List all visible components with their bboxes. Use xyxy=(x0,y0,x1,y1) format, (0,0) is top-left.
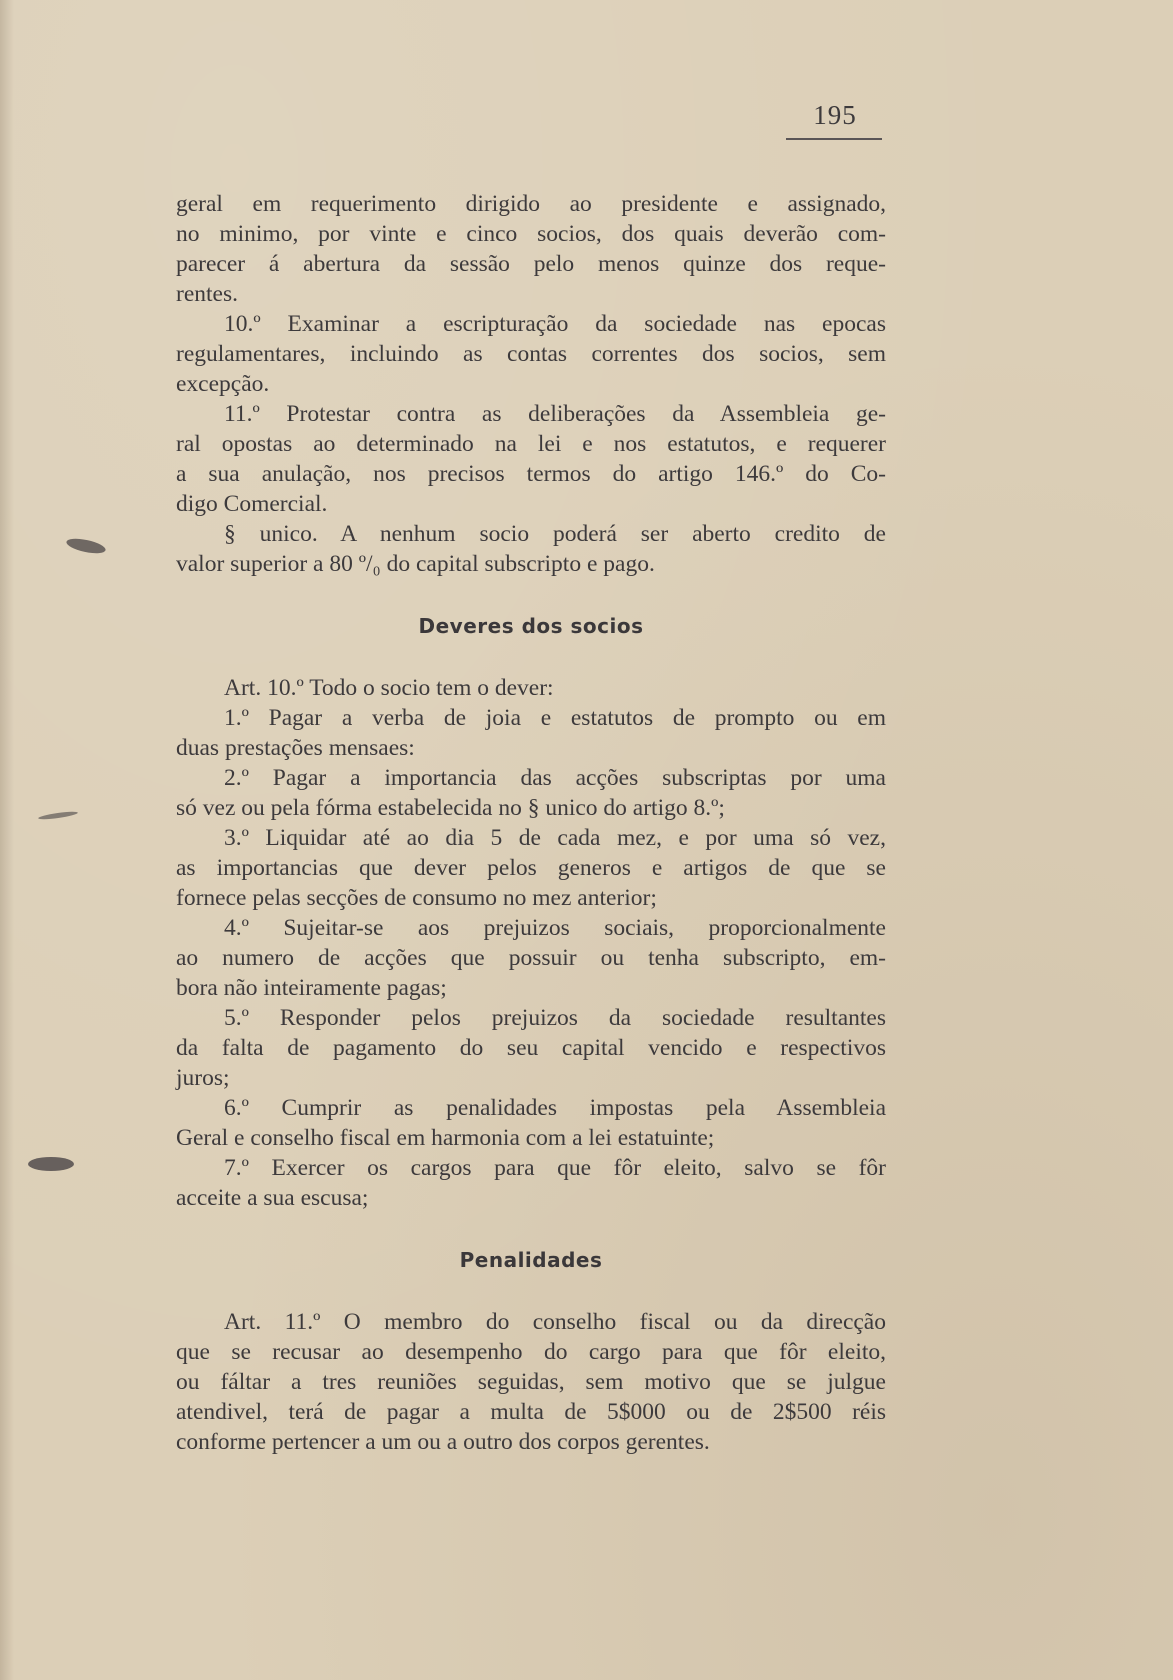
text-line: 2.º Pagar a importancia das acções subscriptas por uma xyxy=(224,765,886,791)
section-heading-penalidades: Penalidades xyxy=(459,1248,603,1272)
text-line: conforme pertencer a um ou a outro dos corpos gerentes. xyxy=(176,1429,710,1455)
text-line: valor superior a 80 º/₀ do capital subscripto e pago. xyxy=(176,551,655,577)
paragraph xyxy=(176,309,886,399)
paragraph xyxy=(176,703,886,763)
text-line: ou fáltar a tres reuniões seguidas, sem motivo que se julgue xyxy=(176,1369,886,1395)
paragraph xyxy=(176,1003,886,1093)
paragraph xyxy=(176,399,886,519)
paragraph xyxy=(176,189,886,309)
paragraph xyxy=(176,519,886,579)
text-line: Art. 10.º Todo o socio tem o dever: xyxy=(224,675,554,701)
text-line: bora não inteiramente pagas; xyxy=(176,975,447,1001)
text-line: ao numero de acções que possuir ou tenha subscripto, em- xyxy=(176,945,886,971)
text-line: 11.º Protestar contra as deliberações da Assembleia ge- xyxy=(224,401,886,427)
text-line: só vez ou pela fórma estabelecida no § unico do artigo 8.º; xyxy=(176,795,725,821)
text-line: 6.º Cumprir as penalidades impostas pela Assembleia xyxy=(224,1095,886,1121)
text-line: 7.º Exercer os cargos para que fôr eleito, salvo se fôr xyxy=(224,1155,886,1181)
text-line: a sua anulação, nos precisos termos do artigo 146.º do Co- xyxy=(176,461,886,487)
text-line: 1.º Pagar a verba de joia e estatutos de prompto ou em xyxy=(224,705,886,731)
punch-mark-middle xyxy=(38,810,78,821)
section-heading-deveres: Deveres dos socios xyxy=(418,614,644,638)
text-line: que se recusar ao desempenho do cargo para que fôr eleito, xyxy=(176,1339,886,1365)
paragraph xyxy=(176,1153,886,1213)
text-line: fornece pelas secções de consumo no mez anterior; xyxy=(176,885,657,911)
text-line: digo Comercial. xyxy=(176,491,328,517)
penalidades-paragraphs xyxy=(176,1307,886,1457)
text-line: geral em requerimento dirigido ao presidente e assignado, xyxy=(176,191,886,217)
paragraph xyxy=(176,673,886,703)
text-line: regulamentares, incluindo as contas correntes dos socios, sem xyxy=(176,341,886,367)
punch-mark-top xyxy=(65,536,107,556)
paragraph xyxy=(176,763,886,823)
text-line: Geral e conselho fiscal em harmonia com a lei estatuinte; xyxy=(176,1125,715,1151)
text-line: ral opostas ao determinado na lei e nos estatutos, e requerer xyxy=(176,431,886,457)
text-line: no minimo, por vinte e cinco socios, dos quais deverão com- xyxy=(176,221,886,247)
text-line: da falta de pagamento do seu capital vencido e respectivos xyxy=(176,1035,886,1061)
paragraph xyxy=(176,913,886,1003)
paragraph xyxy=(176,823,886,913)
intro-paragraphs xyxy=(176,189,886,579)
body-text xyxy=(176,189,886,1457)
binding-shadow xyxy=(0,0,14,1680)
text-line: 10.º Examinar a escripturação da sociedade nas epocas xyxy=(224,311,886,337)
page-number-rule xyxy=(786,138,882,140)
paragraph xyxy=(176,1093,886,1153)
deveres-paragraphs xyxy=(176,673,886,1213)
text-line: as importancias que dever pelos generos e artigos de que se xyxy=(176,855,886,881)
text-line: excepção. xyxy=(176,371,270,397)
punch-mark-bottom xyxy=(28,1157,74,1171)
text-line: parecer á abertura da sessão pelo menos quinze dos reque- xyxy=(176,251,886,277)
text-line: Art. 11.º O membro do conselho fiscal ou da direcção xyxy=(224,1309,886,1335)
paragraph xyxy=(176,1307,886,1457)
text-line: rentes. xyxy=(176,281,238,307)
text-line: 5.º Responder pelos prejuizos da sociedade resultantes xyxy=(224,1005,886,1031)
page-number: 195 xyxy=(813,100,857,130)
text-line: acceite a sua escusa; xyxy=(176,1185,369,1211)
text-line: atendivel, terá de pagar a multa de 5$000 ou de 2$500 réis xyxy=(176,1399,886,1425)
text-line: 3.º Liquidar até ao dia 5 de cada mez, e por uma só vez, xyxy=(224,825,886,851)
text-line: juros; xyxy=(176,1065,230,1091)
text-line: § unico. A nenhum socio poderá ser aberto credito de xyxy=(224,521,886,547)
text-line: 4.º Sujeitar-se aos prejuizos sociais, proporcionalmente xyxy=(224,915,886,941)
text-line: duas prestações mensaes: xyxy=(176,735,415,761)
